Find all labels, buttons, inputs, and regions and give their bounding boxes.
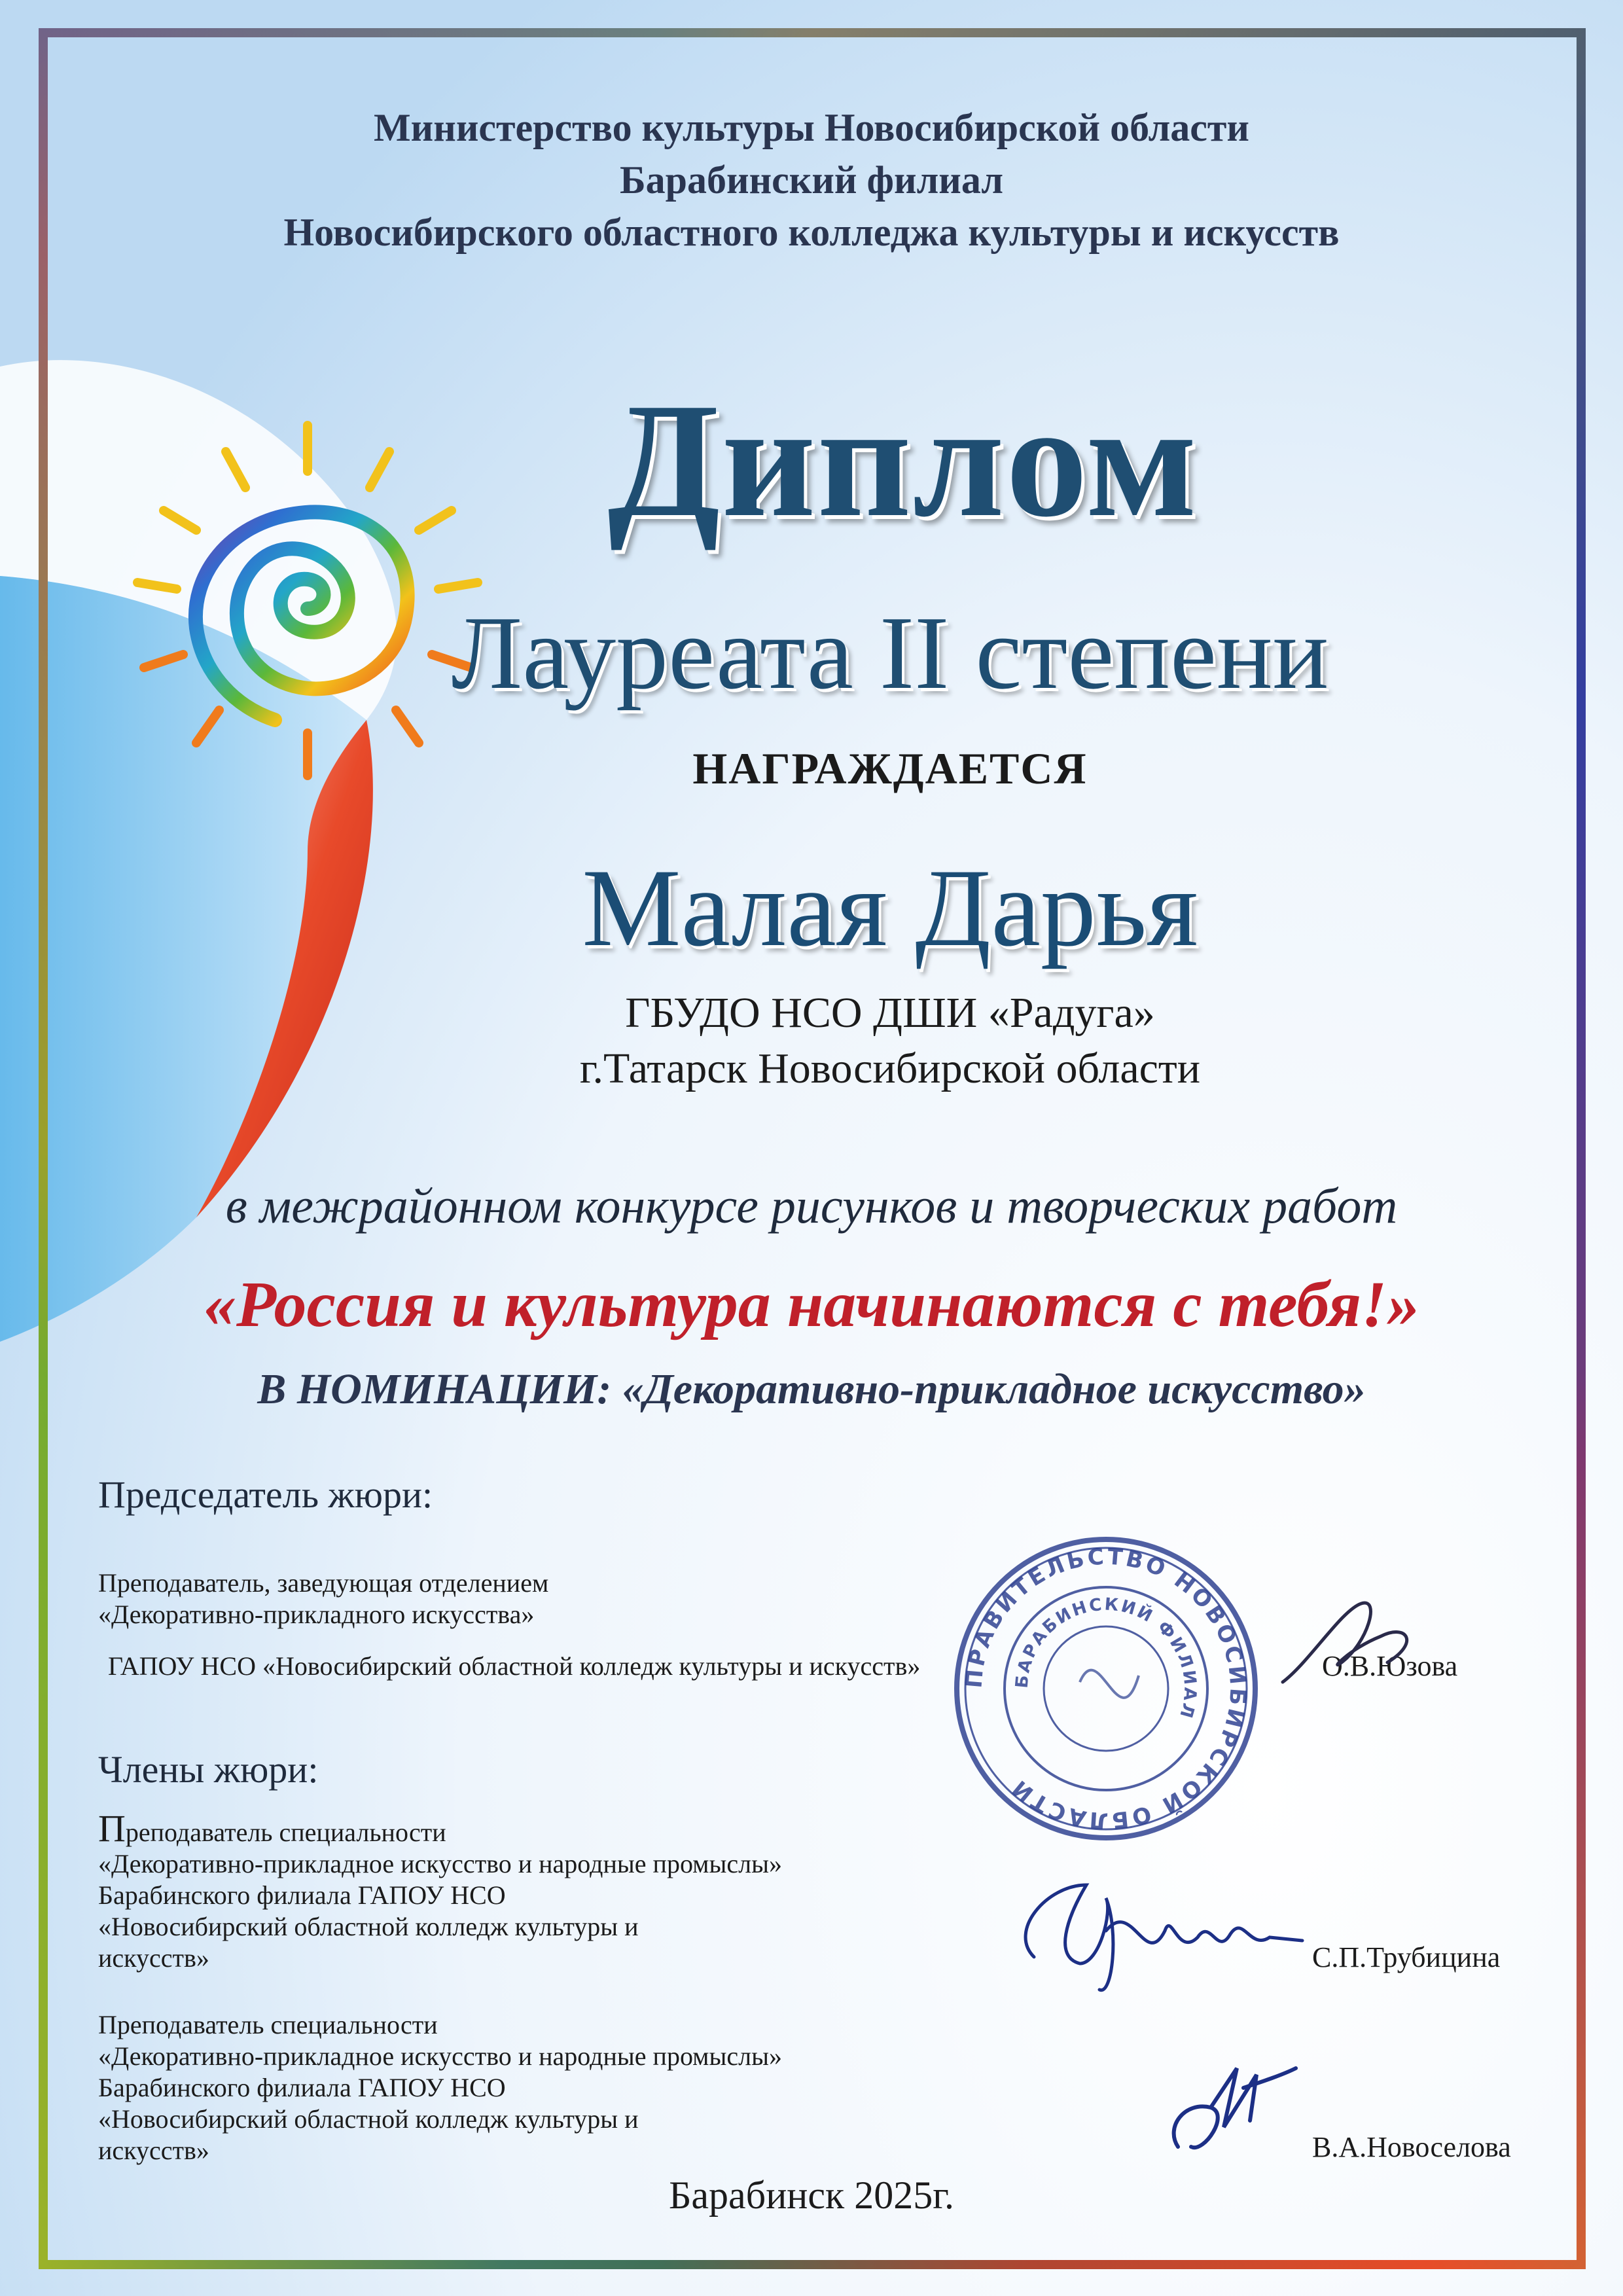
jury-member1-line3: Барабинского филиала ГАПОУ НСО [98,1880,506,1910]
recipient-name: Малая Дарья [582,846,1198,969]
contest-name: «Россия и культура начинаются с тебя!» [203,1268,1419,1340]
jury-member1-line4: «Новосибирский областной колледж культуры и [98,1912,639,1941]
jury-chair-heading: Председатель жюри: [98,1473,433,1516]
jury-member1-line1: реподаватель специальности [125,1818,446,1847]
recipient-school: ГБУДО НСО ДШИ «Радуга» [625,989,1155,1037]
official-stamp [949,1532,1263,1846]
jury-member2-signature [1152,2049,1309,2166]
stamp-inner-text: БАРАБИНСКИЙ ФИЛИАЛ [1012,1594,1200,1722]
jury-member1-cap: П [98,1807,126,1850]
jury-member2-line5: искусств» [98,2136,209,2165]
recipient-city: г.Татарск Новосибирской области [579,1045,1201,1092]
jury-member1-line5: искусств» [98,1943,209,1973]
diploma-title: Диплом [607,370,1199,551]
jury-members-heading: Члены жюри: [98,1748,319,1791]
jury-member2-line3: Барабинского филиала ГАПОУ НСО [98,2073,506,2102]
jury-chair-signature [1270,1584,1440,1702]
nomination: В НОМИНАЦИИ: «Декоративно-прикладное искусство» [257,1365,1366,1413]
branch-line: Барабинский филиал [619,158,1004,202]
laureate-degree: Лауреата II степени [451,594,1329,711]
jury-member1-name: С.П.Трубицина [1312,1941,1501,1973]
jury-member1-line2: «Декоративно-прикладное искусство и народные промыслы» [98,1849,782,1878]
stamp-outer-text: ПРАВИТЕЛЬСТВО НОВОСИБИРСКОЙ ОБЛАСТИ [961,1543,1251,1834]
awarded-label: НАГРАЖДАЕТСЯ [692,744,1088,793]
jury-chair-name: О.В.Юзова [1322,1650,1458,1682]
city-and-year: Барабинск 2025г. [668,2174,955,2217]
jury-chair-position [98,1568,548,1630]
jury-member2-line1: Преподаватель специальности [98,2010,438,2039]
jury-member1-signature [995,1859,1309,2009]
contest-intro: в межрайонном конкурсе рисунков и творческих работ [225,1179,1398,1234]
ministry-line: Министерство культуры Новосибирской области [374,106,1249,149]
jury-member2-line4: «Новосибирский областной колледж культуры и [98,2104,639,2134]
jury-member2-position [98,2009,782,2166]
jury-member1-position [98,1807,782,1974]
jury-member2-name: В.А.Новоселова [1312,2131,1511,2163]
jury-member2-line2: «Декоративно-прикладное искусство и народные промыслы» [98,2041,782,2071]
jury-chair-line2: «Декоративно-прикладного искусства» [98,1600,535,1629]
svg-text:БАРАБИНСКИЙ ФИЛИАЛ [1012,1594,1200,1721]
jury-chair-line1: Преподаватель, заведующая отделением [98,1568,549,1598]
jury-chair-line3: ГАПОУ НСО «Новосибирский областной колледж культуры и искусств» [108,1651,921,1681]
college-line: Новосибирского областного колледжа культуры и искусств [283,211,1340,254]
